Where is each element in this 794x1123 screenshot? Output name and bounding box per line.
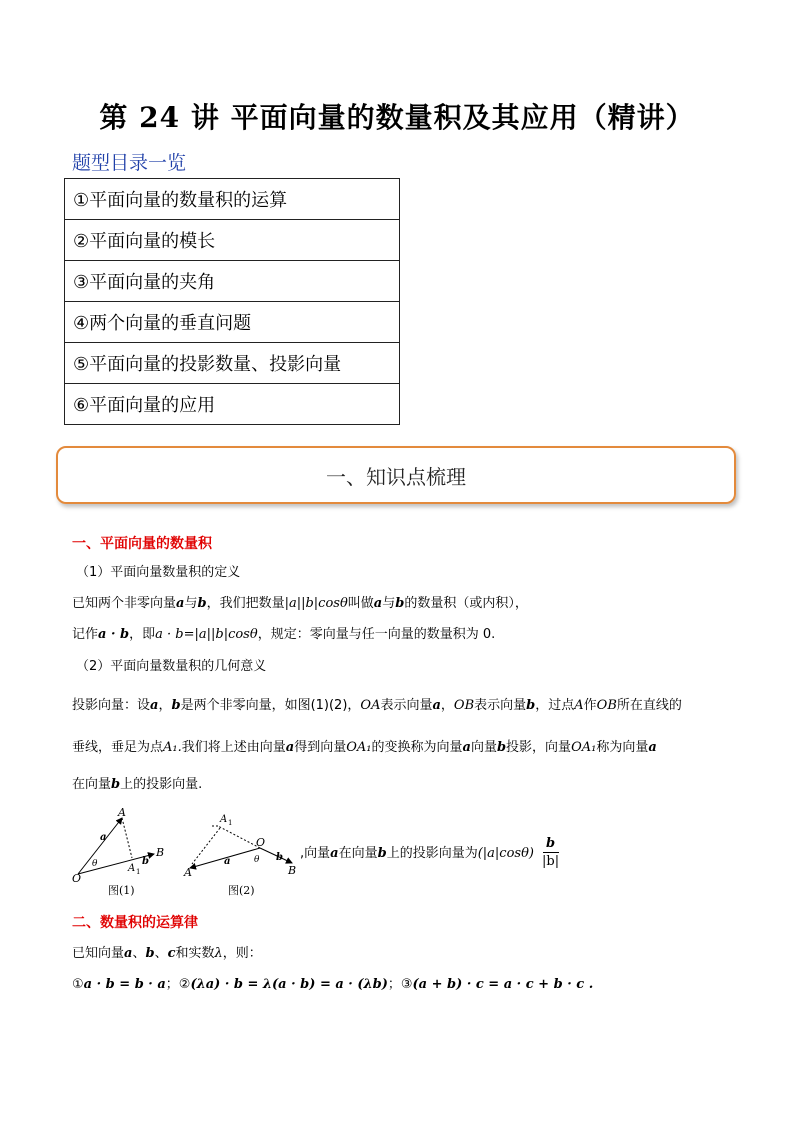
vector-OB: OB	[453, 698, 475, 713]
part2-heading: 二、数量积的运算律	[72, 915, 198, 931]
svg-text:θ: θ	[92, 859, 98, 869]
figure-1-label: 图(1)	[108, 884, 135, 897]
svg-text:O: O	[256, 836, 266, 849]
toc-item[interactable]: ⑤平面向量的投影数量、投影向量	[65, 343, 400, 384]
section-banner	[56, 446, 736, 504]
svg-text:1: 1	[136, 868, 141, 876]
toc-heading: 题型目录一览	[72, 152, 187, 174]
svg-text:O: O	[72, 872, 82, 885]
sub-heading-1: （1）平面向量数量积的定义	[76, 565, 241, 580]
projection-line-1: 投影向量：设a，b是两个非零向量，如图(1)(2)，OA表示向量a，OB表示向量b，过点A作OB所在直线的	[72, 698, 682, 713]
toc-item[interactable]: ⑥平面向量的应用	[65, 384, 400, 425]
svg-text:a: a	[224, 856, 231, 867]
svg-text:B: B	[156, 846, 165, 859]
toc-item[interactable]: ①平面向量的数量积的运算	[65, 179, 400, 220]
section-title: 一、知识点梳理	[326, 464, 466, 489]
svg-text:A: A	[184, 866, 192, 879]
projection-fraction: b |b|	[542, 836, 560, 869]
toc-item[interactable]: ④两个向量的垂直问题	[65, 302, 400, 343]
projection-formula-line: ,向量a在向量b上的投影向量为(|a|cosθ)	[300, 846, 534, 861]
svg-text:a: a	[100, 832, 107, 843]
svg-text:A: A	[118, 808, 126, 819]
definition-line: 已知两个非零向量a与b，我们把数量|a||b|cosθ叫做a与b的数量积（或内积），	[72, 596, 528, 611]
projection-line-2: 垂线，垂足为点A₁.我们将上述由向量a得到向量OA₁的变换称为向量a向量b投影，向量OA₁称为向量a	[72, 740, 657, 755]
page-title: 第 24 讲 平面向量的数量积及其应用（精讲）	[99, 101, 695, 134]
svg-text:1: 1	[228, 819, 233, 827]
vector-OA: OA	[360, 698, 381, 713]
figure-2-diagram	[183, 814, 296, 879]
projection-figures	[70, 808, 300, 894]
part1-heading: 一、平面向量的数量积	[72, 536, 212, 552]
notation-line: 记作a · b，即a · b=|a||b|cosθ，规定：零向量与任一向量的数量积为 0.	[72, 627, 496, 642]
svg-text:B: B	[288, 864, 297, 877]
figure-1-diagram	[72, 808, 164, 885]
svg-text:b: b	[276, 852, 283, 863]
figure-2-label: 图(2)	[228, 884, 255, 897]
svg-text:b: b	[142, 856, 149, 867]
svg-text:A: A	[220, 814, 228, 825]
toc-item[interactable]: ③平面向量的夹角	[65, 261, 400, 302]
svg-text:θ: θ	[254, 855, 260, 865]
laws-line: ①a · b = b · a；②(λa) · b = λ(a · b) = a · (λb)；③(a + b) · c = a · c + b · c .	[72, 977, 594, 992]
projection-line-3: 在向量b上的投影向量.	[72, 777, 203, 792]
svg-text:A: A	[128, 863, 136, 874]
vector-OA1: OA₁	[346, 740, 372, 755]
sub-heading-2: （2）平面向量数量积的几何意义	[76, 659, 267, 674]
laws-intro-line: 已知向量a、b、c和实数λ，则：	[72, 946, 262, 961]
toc-item[interactable]: ②平面向量的模长	[65, 220, 400, 261]
toc-table	[64, 178, 400, 425]
